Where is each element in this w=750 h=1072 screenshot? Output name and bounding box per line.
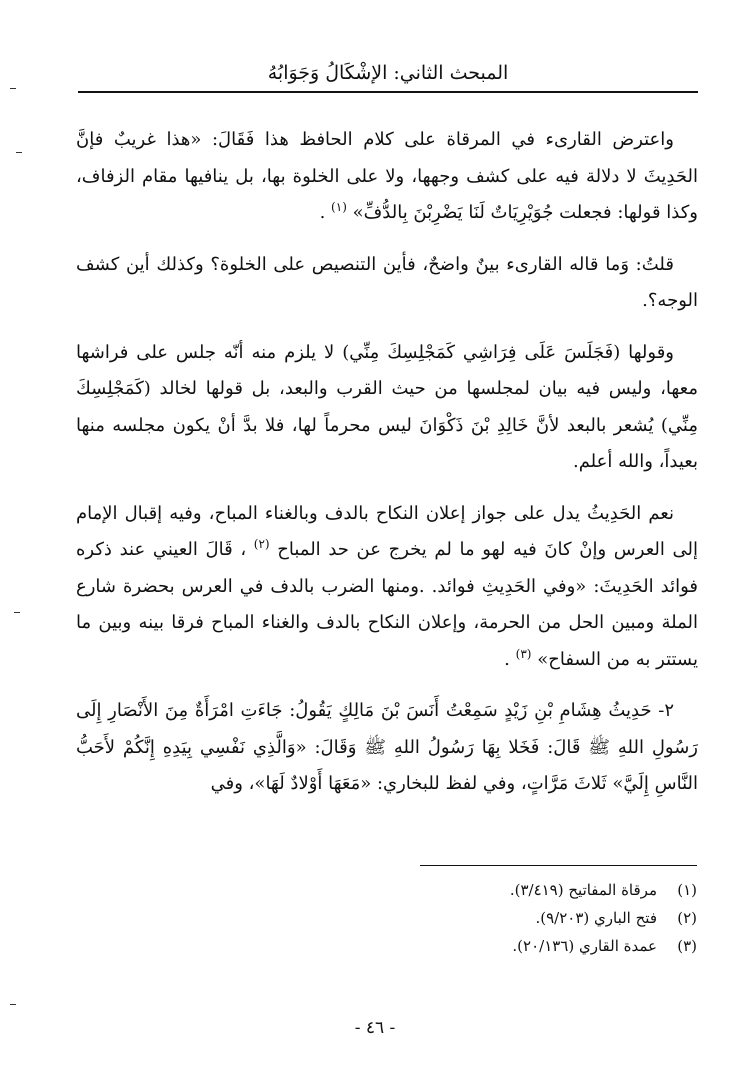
scan-margin-mark xyxy=(14,612,20,613)
paragraph-tail: ، قَالَ العيني عند ذكره فوائد الحَدِيثَ: «وفي الحَدِيثِ فوائد. .ومنها الضرب بالدف في العرس بحضرة شارع الملة ومبين الحل من الحرمة، وإعلان النكاح بالدف والغناء المباح فرقا بينه وبين ما يستتر به من السفاح» xyxy=(76,539,698,670)
footnote-divider xyxy=(420,865,697,866)
footnote-reference: (٢) xyxy=(253,537,270,551)
paragraph-response xyxy=(76,247,698,320)
paragraph-tail: . xyxy=(504,648,510,670)
paragraph-sitting xyxy=(76,335,698,481)
paragraph-text: قلتُ: وَما قاله القارىء بينٌ واضحٌ، فأين التنصيص على الخلوة؟ وكذلك أين كشف الوجه؟. xyxy=(76,253,698,311)
footnote-number: (٢) xyxy=(677,909,697,927)
footnote-number: (١) xyxy=(677,881,697,899)
paragraph-tail: . xyxy=(319,202,326,223)
footnote-item xyxy=(200,876,697,904)
footnote-number: (٣) xyxy=(677,937,697,955)
footnotes xyxy=(200,876,697,960)
footnote-reference: (١) xyxy=(331,200,347,214)
footnote-text: مرقاة المفاتيح (٣/٤١٩). xyxy=(509,881,657,899)
main-text xyxy=(76,122,698,803)
paragraph-text: نعم الحَدِيثُ يدل على جواز إعلان النكاح بالدف وبالغناء المباح، وفيه إقبال الإمام إلى العرس وإنْ كانَ فيه لهو ما لم يخرج عن حد المباح xyxy=(76,502,698,560)
running-header: المبحث الثاني: الإشْكَالُ وَجَوَابُهُ xyxy=(267,62,509,84)
paragraph-benefits xyxy=(76,496,698,679)
header-divider xyxy=(78,91,698,93)
footnote-item xyxy=(200,904,697,932)
paragraph-text: وقولها (فَجَلَسَ عَلَى فِرَاشِي كَمَجْلِسِكَ مِنِّي) لا يلزم منه أنّه جلس على فراشها معها، وليس فيه بيان لمجلسها من حيث القرب والبعد، بل قولها لخالد (كَمَجْلِسِكَ مِنِّي) يُشعر بالبعد لأنَّ خَالِدِ بْنَ ذَكْوَانَ ليس محرماً لها، فلا بدَّ أنْ يكون مجلسه منها بعيداً، والله أعلم. xyxy=(76,341,698,472)
footnote-item xyxy=(200,932,697,960)
scan-margin-mark xyxy=(10,88,16,89)
scan-margin-mark xyxy=(16,152,22,153)
paragraph-objection xyxy=(76,122,698,232)
page-number: - ٤٦ - xyxy=(354,1018,396,1038)
footnote-reference: (٣) xyxy=(515,646,532,661)
paragraph-text: واعترض القارىء في المرقاة على كلام الحافظ هذا فَقَالَ: «هذا غريبٌ فإنَّ الحَدِيثَ لا دلالة فيه على كشف وجهها، ولا على الخلوة بها، بل ينافيها مقام الزفاف، وكذا قولها: فجعلت جُوَيْرِيَاتٌ لَنَا يَضْرِبْنَ بِالدُّفِّ» xyxy=(76,129,698,223)
footnote-text: عمدة القاري (٢٠/١٣٦). xyxy=(512,937,657,955)
scan-margin-mark xyxy=(10,1004,16,1005)
paragraph-text: ٢- حَدِيثُ هِشَامِ بْنِ زَيْدٍ سَمِعْتُ أَنَسَ بْنَ مَالِكٍ يَقُولُ: جَاءَتِ امْرَأَةٌ مِنَ الأَنْصَارِ إِلَى رَسُولِ اللهِ ﷺ قَالَ: فَخَلا بِهَا رَسُولُ اللهِ ﷺ وَقَالَ: «وَالَّذِي نَفْسِي بِيَدِهِ إِنَّكُمْ لأَحَبُّ النَّاسِ إِلَيَّ» ثَلاثَ مَرَّاتٍ، وفي لفظ للبخاري: «مَعَهَا أَوْلادٌ لَهَا»، وفي xyxy=(76,700,698,794)
footnote-text: فتح الباري (٩/٢٠٣). xyxy=(535,909,657,927)
paragraph-hadith-anas xyxy=(76,693,698,803)
